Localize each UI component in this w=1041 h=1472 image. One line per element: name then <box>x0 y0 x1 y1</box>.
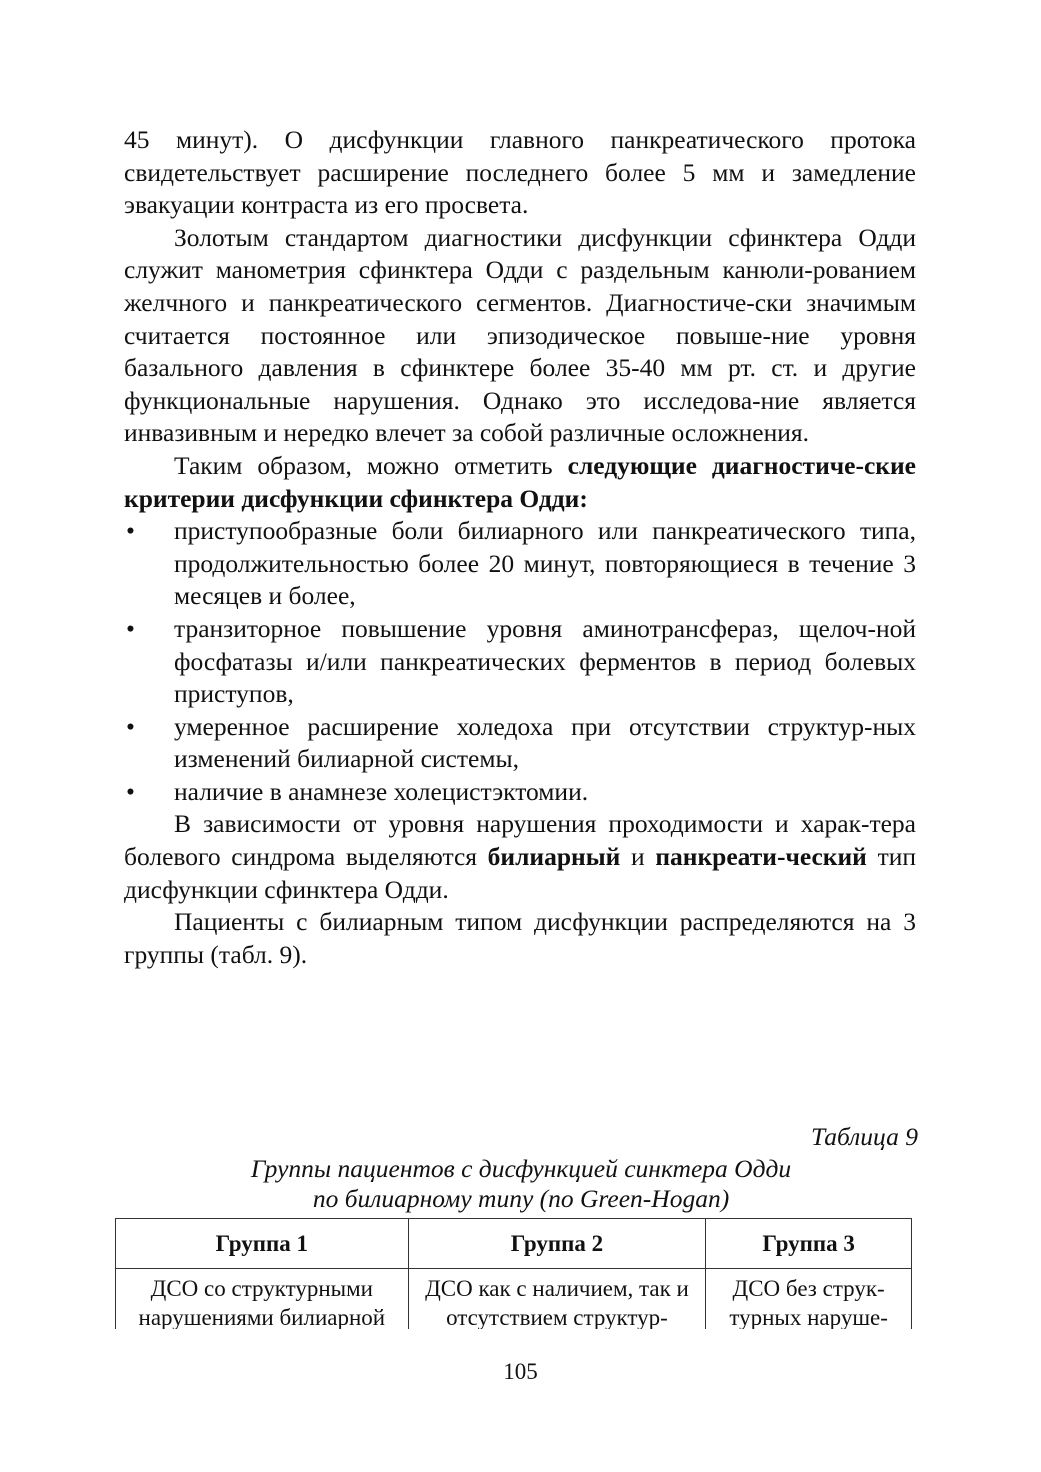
paragraph-4-text-c: тип дисфункции сфинктера Одди. <box>124 842 917 904</box>
groups-table <box>115 1218 912 1329</box>
table-title-line-2: по билиарному типу (по Green-Hogan) <box>312 1184 730 1213</box>
paragraph-4-bold-pancreatic: панкреати-ческий <box>655 842 867 872</box>
bullet-icon: • <box>126 516 135 546</box>
list-item-text: наличие в анамнезе холецистэктомии. <box>174 776 589 806</box>
bullet-icon: • <box>126 613 135 643</box>
table-header-group-2: Группа 2 <box>408 1219 706 1269</box>
paragraph-4 <box>124 808 916 906</box>
list-item-text: приступообразные боли билиарного или панкреатического типа, продолжительностью более 20 минут, повторяющиеся в течение 3 месяцев и более, <box>174 516 916 611</box>
list-item-text: транзиторное повышение уровня аминотрансфераз, щелоч-ной фосфатазы и/или панкреатических ферментов в период болевых приступов, <box>174 613 916 709</box>
criteria-list <box>124 515 916 808</box>
list-item <box>124 515 916 613</box>
table-number: Таблица 9 <box>810 1122 918 1151</box>
list-item <box>124 711 916 776</box>
list-item-text: умеренное расширение холедоха при отсутствии структур-ных изменений билиарной системы, <box>174 711 916 774</box>
paragraph-5: Пациенты с билиарным типом дисфункции распределяются на 3 группы (табл. 9). <box>124 907 916 969</box>
paragraph-1: 45 минут). О дисфункции главного панкреатического протока свидетельствует расширение последнего более 5 мм и замедление эвакуации контраста из его просвета. <box>124 125 916 220</box>
table-cell: ДСО со структурными нарушениями билиарной <box>116 1269 409 1330</box>
paragraph-2: Золотым стандартом диагностики дисфункции сфинктера Одди служит манометрия сфинктера Одди с раздельным канюли-рованием желчного и панкреатического сегментов. Диагностиче-ски значимым считается постоянное или эпизодическое повыше-ние уровня базального давления в сфинктере более 35-40 мм рт. ст. и другие функциональные нарушения. Однако это исследова-ние является инвазивным и нередко влечет за собой различные осложнения. <box>124 222 916 448</box>
table-title-line-1: Группы пациентов с дисфункцией синктера Одди <box>250 1154 792 1183</box>
table-title <box>124 1154 918 1214</box>
page-number: 105 <box>503 1359 538 1384</box>
table-header-group-1: Группа 1 <box>116 1219 409 1269</box>
bullet-icon: • <box>126 711 135 741</box>
table-header-group-3: Группа 3 <box>706 1219 912 1269</box>
table-cell: ДСО как с наличием, так и отсутствием структур- <box>408 1269 706 1330</box>
paragraph-3-bold: следующие диагностиче-ские критерии дисфункции сфинктера Одди: <box>124 450 916 513</box>
paragraph-4-text-b: и <box>620 842 656 872</box>
page-body <box>124 124 916 971</box>
paragraph-3 <box>124 450 916 515</box>
bullet-icon: • <box>126 776 135 806</box>
table-header-row <box>116 1219 912 1269</box>
table-container <box>115 1218 912 1329</box>
table-cell: ДСО без струк-турных наруше- <box>706 1269 912 1330</box>
paragraph-4-text-a: В зависимости от уровня нарушения проходимости и харак-тера болевого синдрома выделяются <box>124 809 916 872</box>
table-row <box>116 1269 912 1330</box>
paragraph-4-bold-biliary: билиарный <box>487 842 621 872</box>
list-item <box>124 613 916 711</box>
list-item <box>124 776 916 809</box>
paragraph-3-text: Таким образом, можно отметить <box>174 450 568 480</box>
